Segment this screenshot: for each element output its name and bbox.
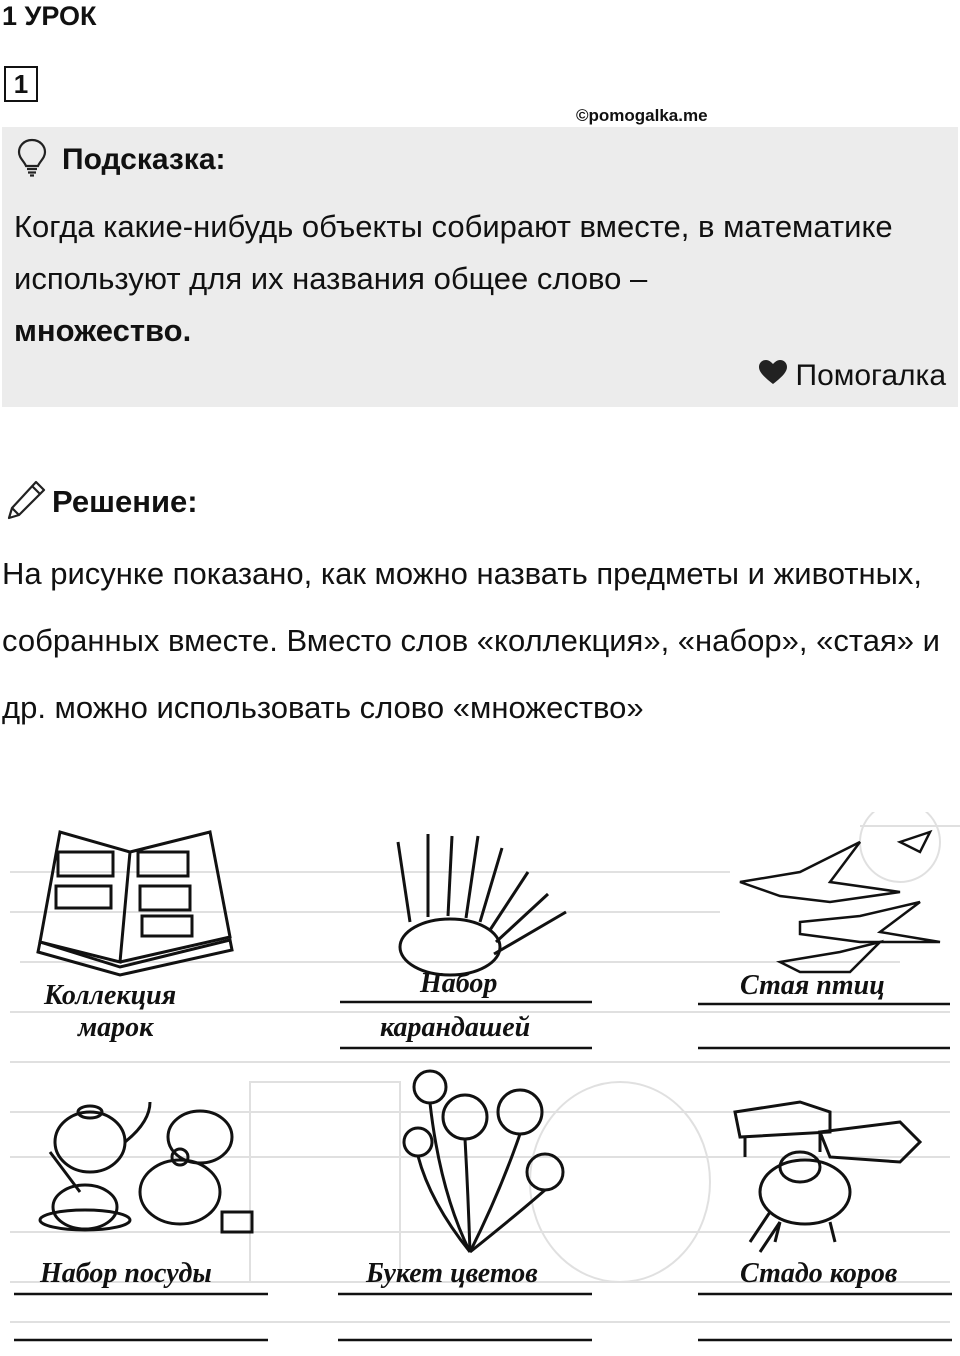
caption-flowers: Букет цветов [366, 1258, 538, 1289]
textbook-illustration [0, 812, 960, 1356]
dishes-icon [40, 1102, 252, 1232]
caption-pencils-1: Набор [420, 968, 498, 999]
lesson-title: 1 УРОК [2, 1, 97, 31]
task-number-box: 1 [4, 66, 38, 102]
caption-stamps-2: марок [78, 1012, 154, 1043]
hint-bold-word: множество. [14, 313, 192, 348]
caption-birds: Стая птиц [740, 970, 885, 1001]
caption-pencils-2: карандашей [380, 1012, 531, 1043]
hint-body: Когда какие-нибудь объекты собирают вместе, в математике используют для их названия общее слово – [14, 209, 893, 296]
hint-text [14, 201, 934, 357]
pencils-icon [398, 834, 566, 975]
caption-stamps-1: Коллекция [44, 980, 177, 1011]
watermark: ©pomogalka.me [576, 106, 708, 125]
heart-icon [758, 359, 796, 393]
solution-text: На рисунке показано, как можно назвать предметы и животных, собранных вместе. Вместо слов «коллекция», «набор», «стая» и др. можно использовать слово «множество» [2, 556, 940, 725]
hint-box [2, 127, 958, 407]
solution-header [6, 478, 198, 525]
lightbulb-icon [16, 137, 62, 182]
cows-icon [735, 1102, 920, 1252]
caption-cows: Стадо коров [740, 1258, 898, 1289]
pencil-icon [6, 478, 52, 525]
hint-title: Подсказка: [62, 142, 226, 176]
hint-header [16, 137, 226, 182]
stamp-album-icon [38, 832, 232, 975]
caption-dishes: Набор посуды [40, 1258, 212, 1289]
brand-signature [758, 359, 947, 393]
solution-title: Решение: [52, 483, 198, 519]
birds-icon [740, 832, 940, 972]
brand-name: Помогалка [795, 359, 946, 392]
